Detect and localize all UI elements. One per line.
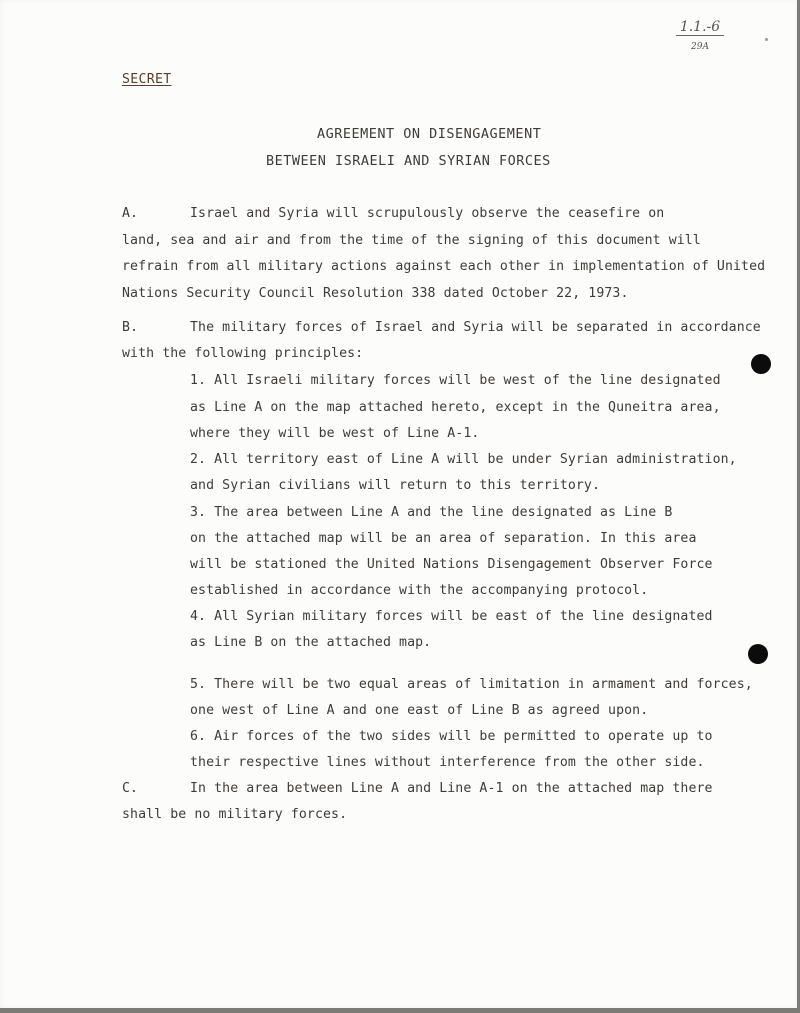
section-b-label: B. [122, 320, 139, 335]
section-b-item-line: as Line B on the attached map. [190, 635, 432, 650]
section-b-item-line: 3. The area between Line A and the line designated as Line B [190, 505, 673, 520]
classification-label: SECRET [122, 72, 172, 87]
section-b-item-line: on the attached map will be an area of separation. In this area [190, 531, 697, 546]
paper-speck [765, 38, 768, 41]
section-b-item-line: and Syrian civilians will return to this territory. [190, 478, 601, 493]
section-b-item-line: their respective lines without interference from the other side. [190, 755, 705, 770]
title-line-1: AGREEMENT ON DISENGAGEMENT [317, 126, 542, 142]
section-b-item-line: as Line A on the map attached hereto, except in the Quneitra area, [190, 400, 721, 415]
section-a-line: Israel and Syria will scrupulously observe the ceasefire on [190, 206, 665, 221]
section-c-line: shall be no military forces. [122, 807, 348, 822]
punch-hole [748, 644, 768, 664]
section-b-item-line: 6. Air forces of the two sides will be permitted to operate up to [190, 729, 713, 744]
section-b-item-line: 1. All Israeli military forces will be west of the line designated [190, 373, 721, 388]
section-a-label: A. [122, 206, 139, 221]
section-b-item-line: where they will be west of Line A-1. [190, 426, 480, 441]
section-a-line: Nations Security Council Resolution 338 dated October 22, 1973. [122, 286, 629, 301]
section-c-label: C. [122, 781, 139, 796]
section-b-item-line: 4. All Syrian military forces will be east of the line designated [190, 609, 713, 624]
handwritten-stamp [676, 20, 724, 54]
section-a-line: refrain from all military actions against each other in implementation of United [122, 259, 766, 274]
stamp-line-2: 29A [691, 42, 709, 52]
section-b-line: The military forces of Israel and Syria will be separated in accordance [190, 320, 761, 335]
section-a-line: land, sea and air and from the time of the signing of this document will [122, 233, 701, 248]
stamp-line-1: 1.1.-6 [679, 19, 721, 35]
section-b-item-line: 5. There will be two equal areas of limitation in armament and forces, [190, 677, 753, 692]
section-b-item-line: 2. All territory east of Line A will be under Syrian administration, [190, 452, 737, 467]
section-b-item-line: will be stationed the United Nations Disengagement Observer Force [190, 557, 713, 572]
title-line-2: BETWEEN ISRAELI AND SYRIAN FORCES [266, 153, 551, 169]
punch-hole [751, 354, 771, 374]
section-b-item-line: established in accordance with the accompanying protocol. [190, 583, 649, 598]
section-b-line: with the following principles: [122, 346, 364, 361]
section-b-item-line: one west of Line A and one east of Line B as agreed upon. [190, 703, 649, 718]
section-c-line: In the area between Line A and Line A-1 on the attached map there [190, 781, 713, 796]
stamp-divider [676, 35, 724, 36]
